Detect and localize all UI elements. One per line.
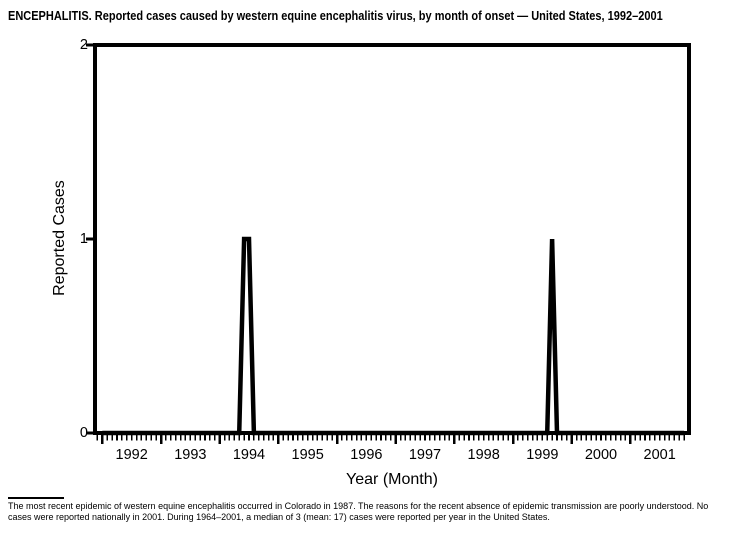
y-axis-title: Reported Cases [51, 180, 68, 296]
footnote-text: The most recent epidemic of western equine encephalitis occurred in Colorado in 1987. The reasons for the recent absence of epidemic transmission are poorly understood. No cases were reported nationally in 2001. During 1964–2001, a median of 3 (mean: 17) cases were reported per year in the United States. [8, 501, 709, 523]
x-tick-label-1994: 1994 [232, 447, 266, 463]
y-tick-label-1: 1 [79, 230, 88, 247]
y-tick-label-2: 2 [79, 36, 88, 53]
x-tick-label-1992: 1992 [115, 447, 148, 463]
plot-border [95, 45, 689, 433]
x-tick-label-1998: 1998 [467, 447, 500, 463]
y-tick-label-0: 0 [79, 424, 88, 441]
x-tick-label-2001: 2001 [643, 447, 676, 463]
reported-cases-line [102, 239, 684, 433]
x-axis-title: Year (Month) [346, 471, 438, 488]
x-tick-label-1995: 1995 [291, 447, 324, 463]
footnote-separator [8, 497, 64, 499]
x-tick-label-1999: 1999 [526, 447, 559, 463]
x-tick-label-1993: 1993 [174, 447, 207, 463]
x-tick-label-1996: 1996 [350, 447, 383, 463]
chart-title: ENCEPHALITIS. Reported cases caused by western equine encephalitis virus, by month of onset — United States, 1992–2001 [8, 9, 663, 23]
x-tick-label-2000: 2000 [584, 447, 618, 463]
x-tick-label-1997: 1997 [408, 447, 442, 463]
